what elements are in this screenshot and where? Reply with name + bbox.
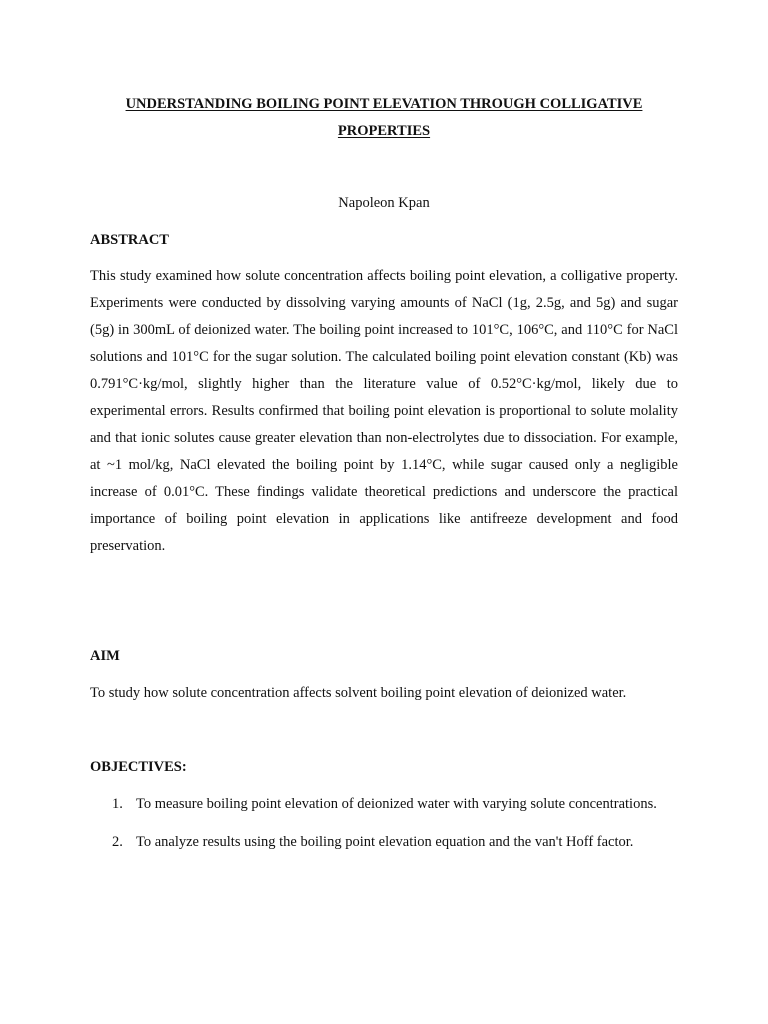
objective-number: 2. xyxy=(112,834,123,850)
objective-number: 1. xyxy=(112,796,123,812)
objective-text: To measure boiling point elevation of deionized water with varying solute concentrations. xyxy=(136,796,657,812)
objective-text: To analyze results using the boiling point elevation equation and the van't Hoff factor. xyxy=(136,834,634,850)
abstract-heading: ABSTRACT xyxy=(90,232,169,248)
author-name: Napoleon Kpan xyxy=(338,195,430,211)
document-title: UNDERSTANDING BOILING POINT ELEVATION THROUGH COLLIGATIVE PROPERTIES xyxy=(125,96,643,139)
aim-paragraph: To study how solute concentration affects solvent boiling point elevation of deionized water. xyxy=(90,685,627,701)
objectives-list xyxy=(90,794,678,870)
objective-item xyxy=(90,794,678,814)
abstract-paragraph: This study examined how solute concentration affects boiling point elevation, a colligative property. Experiments were conducted by dissolving varying amounts of NaCl (1g, 2.5g, and 5g) and sugar (5g) in 300mL of deionized water. The boiling point increased to 101°C, 106°C, and 110°C for NaCl solutions and 101°C for the sugar solution. The calculated boiling point elevation constant (Kb) was 0.791°C·kg/mol, slightly higher than the literature value of 0.52°C·kg/mol, likely due to experimental errors. Results confirmed that boiling point elevation is proportional to solute molality and that ionic solutes cause greater elevation than non-electrolytes due to dissociation. For example, at ~1 mol/kg, NaCl elevated the boiling point by 1.14°C, while sugar caused only a negligible increase of 0.01°C. These findings validate theoretical predictions and underscore the practical importance of boiling point elevation in applications like antifreeze development and food preservation. xyxy=(90,268,678,554)
aim-heading: AIM xyxy=(90,648,120,664)
objective-item xyxy=(90,832,678,852)
objectives-heading: OBJECTIVES: xyxy=(90,759,187,775)
